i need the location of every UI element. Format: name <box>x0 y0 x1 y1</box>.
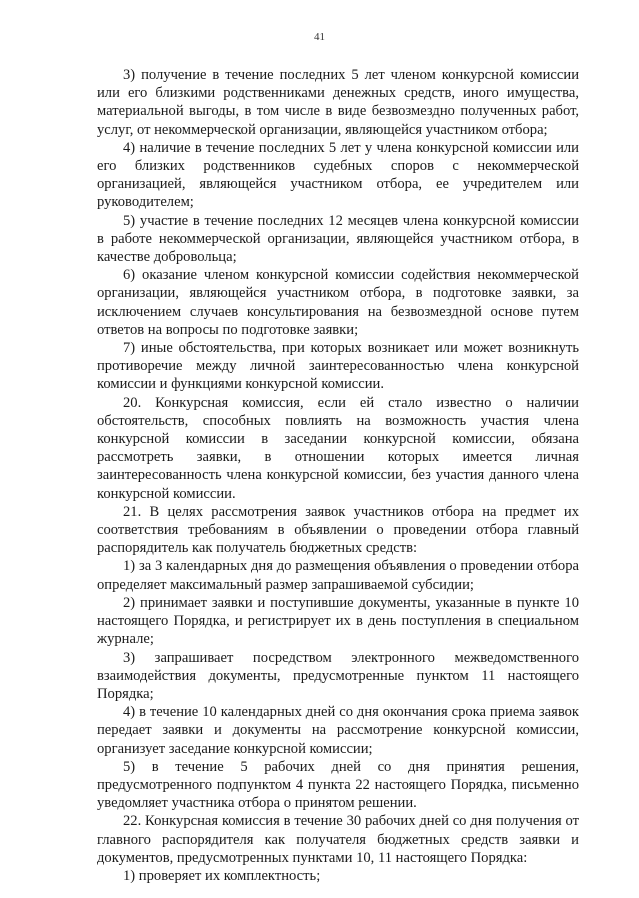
paragraph-clause-21-item-4: 4) в течение 10 календарных дней со дня окончания срока приема заявок передает заявки и документы на рассмотрение конкурсной комиссии, организует заседание конкурсной комиссии; <box>97 704 579 757</box>
paragraph-clause-21-item-3: 3) запрашивает посредством электронного межведомственного взаимодействия документы, предусмотренные пунктом 11 настоящего Порядка; <box>97 649 579 702</box>
paragraph-item-6: 6) оказание членом конкурсной комиссии содействия некоммерческой организации, являющейся участником отбора, в подготовке заявки, за исключением случаев консультирования на безвозмездной основе путем ответов на вопросы по подготовке заявки; <box>97 267 579 338</box>
paragraph-item-3: 3) получение в течение последних 5 лет членом конкурсной комиссии или его близкими родственниками денежных средств, иного имущества, материальной выгоды, в том числе в виде безвозмездно полученных работ, услуг, от некоммерческой организации, являющейся участником отбора; <box>97 67 579 138</box>
paragraph-clause-20: 20. Конкурсная комиссия, если ей стало известно о наличии обстоятельств, способных повлиять на возможность участия члена конкурсной комиссии в заседании конкурсной комиссии, обязана рассмотреть заявки, в отношении которых имеется личная заинтересованность члена конкурсной комиссии, без участия данного члена конкурсной комиссии. <box>97 394 579 502</box>
paragraph-clause-21-item-5: 5) в течение 5 рабочих дней со дня принятия решения, предусмотренного подпунктом 4 пункта 22 настоящего Порядка, письменно уведомляет участника отбора о принятом решении. <box>97 758 579 812</box>
page-number: 41 <box>314 31 325 43</box>
paragraph-item-4: 4) наличие в течение последних 5 лет у члена конкурсной комиссии или его близких родственников судебных споров с некоммерческой организацией, являющейся участником отбора, ее учредителем или руководителем; <box>97 139 579 211</box>
paragraph-item-5: 5) участие в течение последних 12 месяцев члена конкурсной комиссии в работе некоммерческой организации, являющейся участником отбора, в качестве добровольца; <box>97 212 579 266</box>
paragraph-clause-22: 22. Конкурсная комиссия в течение 30 рабочих дней со дня получения от главного распорядителя как получателя бюджетных средств заявки и документов, предусмотренных пунктами 10, 11 настоящего Порядка: <box>97 813 579 866</box>
document-body <box>97 66 579 885</box>
paragraph-item-7: 7) иные обстоятельства, при которых возникает или может возникнуть противоречие между личной заинтересованностью члена конкурсной комиссии и функциями конкурсной комиссии. <box>97 340 579 393</box>
paragraph-clause-21-item-2: 2) принимает заявки и поступившие документы, указанные в пункте 10 настоящего Порядка, и регистрирует их в день поступления в специальном журнале; <box>97 594 579 648</box>
paragraph-clause-22-item-1: 1) проверяет их комплектность; <box>123 867 321 884</box>
paragraph-clause-21: 21. В целях рассмотрения заявок участников отбора на предмет их соответствия требованиям в объявлении о проведении отбора главный распорядитель как получатель бюджетных средств: <box>97 503 579 557</box>
paragraph-clause-21-item-1: 1) за 3 календарных дня до размещения объявления о проведении отбора определяет максимальный размер запрашиваемой субсидии; <box>97 558 579 593</box>
